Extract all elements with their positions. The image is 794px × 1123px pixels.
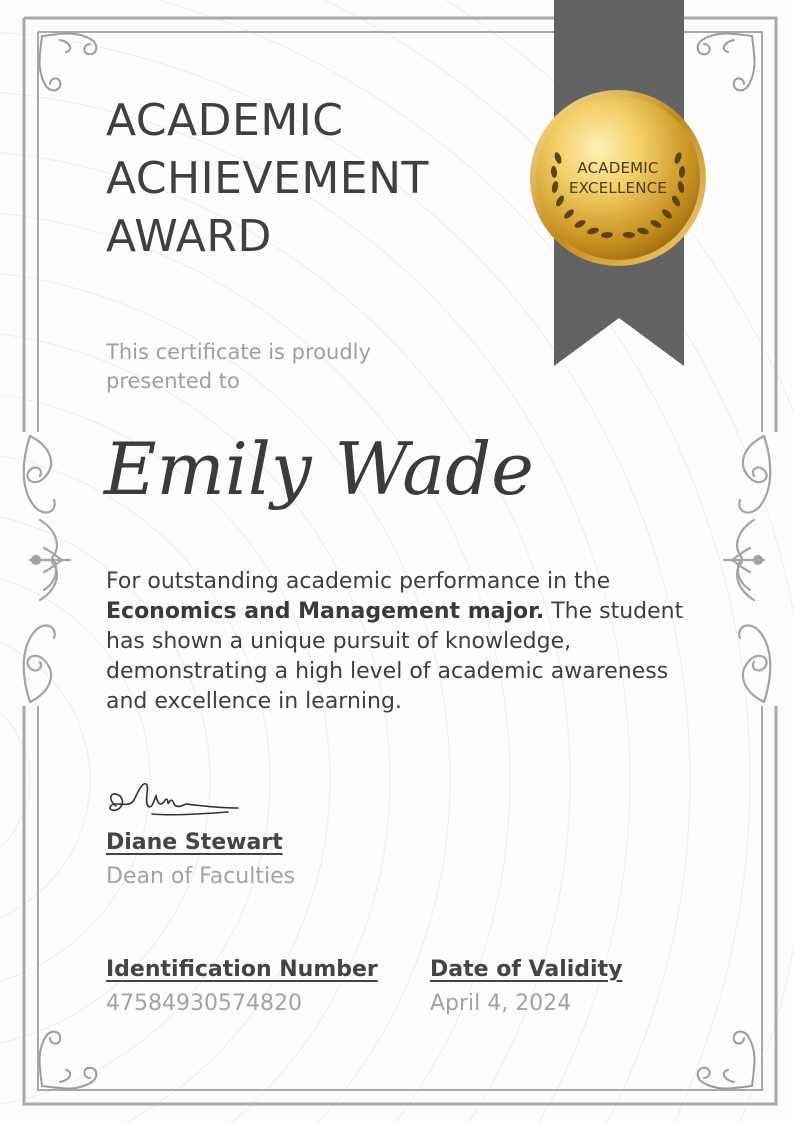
- identification-value: 47584930574820: [106, 991, 302, 1016]
- medal-line: EXCELLENCE: [569, 179, 667, 197]
- description-text: The student has shown a unique pursuit of knowledge, demonstrating a high level of academic awareness and excellence in learning.: [106, 599, 684, 714]
- presentation-intro: This certificate is proudly presented to: [106, 340, 371, 393]
- award-description: [106, 567, 696, 717]
- title-line: ACADEMIC: [106, 95, 344, 146]
- description-text: For outstanding academic performance in the: [106, 569, 611, 594]
- description-emphasis: Economics and Management major.: [106, 599, 545, 624]
- medal-label: [528, 158, 708, 198]
- certificate-title: [106, 92, 526, 266]
- flourish-ornament-icon: [724, 436, 770, 702]
- medal-line: ACADEMIC: [577, 159, 659, 177]
- signatory-name: Diane Stewart: [106, 830, 283, 855]
- title-line: AWARD: [106, 211, 272, 262]
- identification-label: Identification Number: [106, 957, 378, 982]
- handwritten-signature-icon: [102, 776, 247, 826]
- title-line: ACHIEVEMENT: [106, 153, 429, 204]
- validity-label: Date of Validity: [430, 957, 623, 982]
- signatory-role: Dean of Faculties: [106, 864, 296, 889]
- recipient-name: Emily Wade: [104, 427, 534, 511]
- validity-value: April 4, 2024: [430, 991, 572, 1016]
- flourish-ornament-icon: [24, 436, 70, 702]
